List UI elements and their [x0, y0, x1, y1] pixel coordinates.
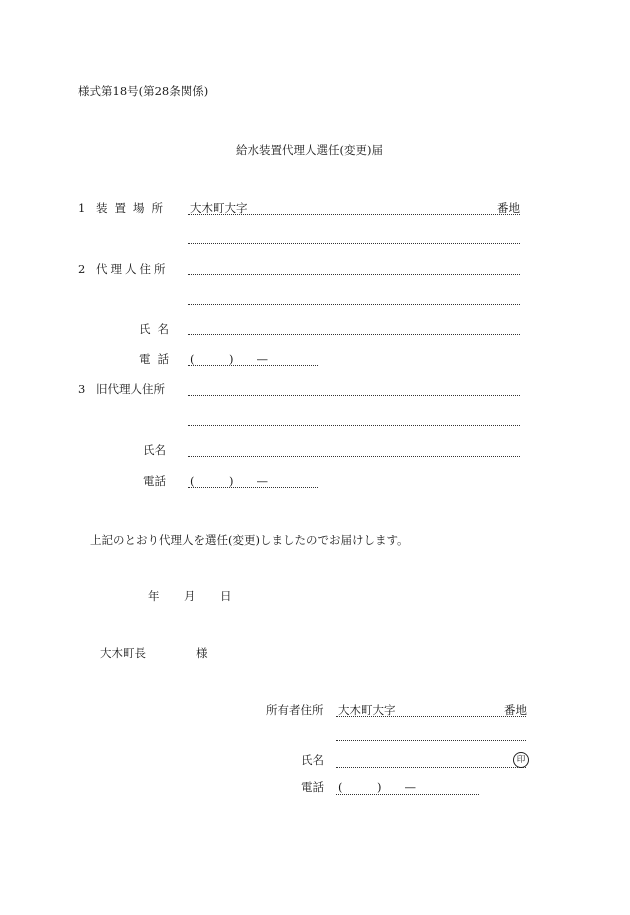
form-number: 様式第18号(第28条関係)	[78, 84, 209, 98]
location-line-2[interactable]	[188, 243, 520, 244]
former-agent-address-line[interactable]	[188, 395, 520, 396]
owner-address-line-2[interactable]	[336, 740, 526, 741]
addressee-name: 大木町長	[100, 646, 146, 660]
date-month: 月	[184, 589, 196, 603]
date-year: 年	[148, 589, 160, 603]
owner-name-line[interactable]	[336, 767, 526, 768]
section3-number: 3	[78, 382, 86, 396]
section1-label: 装置場所	[96, 201, 170, 215]
owner-address-line[interactable]	[336, 716, 526, 717]
former-agent-name-line[interactable]	[188, 456, 520, 457]
agent-address-line[interactable]	[188, 274, 520, 275]
statement-text: 上記のとおり代理人を選任(変更)しましたのでお届けします。	[90, 533, 409, 547]
section3-label: 旧代理人住所	[96, 382, 165, 396]
owner-address-label: 所有者住所	[266, 703, 324, 717]
former-agent-name-label: 氏名	[143, 443, 166, 457]
section1-number: 1	[78, 201, 86, 215]
owner-address-value: 大木町大字	[338, 703, 396, 717]
agent-phone-line[interactable]	[188, 365, 318, 366]
former-agent-phone-format: ( ) —	[190, 474, 268, 488]
owner-phone-line[interactable]	[336, 794, 479, 795]
owner-phone-format: ( ) —	[338, 780, 416, 794]
agent-phone-label: 電話	[139, 352, 176, 366]
former-agent-phone-label: 電話	[143, 474, 166, 488]
agent-name-label: 氏名	[139, 322, 176, 336]
document-title: 給水装置代理人選任(変更)届	[236, 143, 383, 157]
owner-phone-label: 電話	[301, 780, 324, 794]
addressee-honorific: 様	[196, 646, 208, 660]
date-day: 日	[220, 589, 232, 603]
owner-address-suffix: 番地	[504, 703, 527, 717]
former-agent-phone-line[interactable]	[188, 487, 318, 488]
former-agent-address-line-2[interactable]	[188, 425, 520, 426]
location-line[interactable]	[188, 214, 520, 215]
agent-address-line-2[interactable]	[188, 304, 520, 305]
seal-icon: 印	[513, 752, 529, 768]
agent-name-line[interactable]	[188, 334, 520, 335]
section2-label: 代理人住所	[96, 262, 169, 276]
section2-number: 2	[78, 262, 86, 276]
location-value: 大木町大字	[190, 201, 248, 215]
location-suffix: 番地	[497, 201, 520, 215]
agent-phone-format: ( ) —	[190, 352, 268, 366]
owner-name-label: 氏名	[301, 753, 324, 767]
